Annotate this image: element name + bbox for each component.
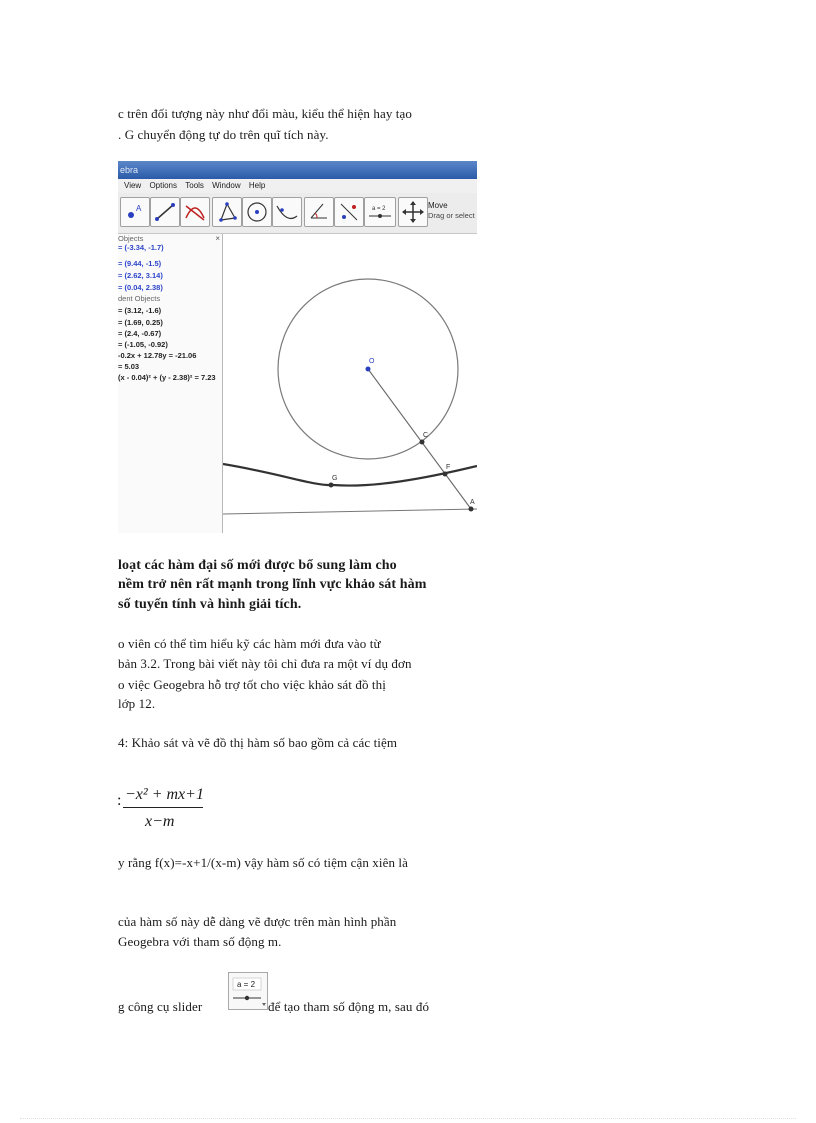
algebra-item[interactable]: = (-1.05, -0.92) [118,340,168,349]
page-bottom-rule [20,1118,796,1119]
menu-tools[interactable]: Tools [185,181,204,190]
doc-line-8: o việc Geogebra hỗ trợ tốt cho việc khảo sát đồ thị [118,677,386,692]
doc-line-6: o viên có thể tìm hiểu kỹ các hàm mới đưa vào từ [118,636,381,651]
move-tool-hint: Drag or select [428,211,475,220]
formula-denominator: x−m [145,813,175,830]
doc-line-10: 4: Khảo sát và vẽ đồ thị hàm số bao gồm cả các tiệm [118,735,398,750]
doc-line-2: . G chuyển động tự do trên quĩ tích này. [118,127,329,142]
doc-line-12: của hàm số này dễ dàng vẽ được trên màn hình phần [118,914,397,929]
doc-line-5: số tuyến tính và hình giải tích. [118,597,302,612]
point-tool-icon[interactable] [120,197,150,227]
menu-view[interactable]: View [124,181,142,190]
reflect-tool-icon[interactable] [334,197,364,227]
doc-line-11: y rằng f(x)=-x+1/(x-m) vậy hàm số có tiệm cận xiên là [118,855,408,870]
slider-tool-icon[interactable] [364,197,396,227]
menu-bar [118,179,477,193]
formula-prefix: : [117,792,122,809]
algebra-item[interactable]: = (3.12, -1.6) [118,306,162,315]
algebra-item[interactable]: = (0.04, 2.38) [118,283,163,292]
polygon-tool-icon[interactable] [212,197,242,227]
doc-line-13: Geogebra với tham số động m. [118,934,282,949]
algebra-item[interactable]: = (1.69, 0.25) [118,318,163,327]
label-center: O [369,358,375,365]
close-icon[interactable]: × [215,234,220,243]
label-f: F [446,464,451,471]
move-tool-label: Move [428,201,448,210]
algebra-dependent-header: dent Objects [118,294,161,303]
slider-icon-label: a = 2 [237,980,256,989]
algebra-item[interactable]: = (2.4, -0.67) [118,329,162,338]
algebra-item[interactable]: = (9.44, -1.5) [118,259,162,268]
bottom-line[interactable] [223,509,477,514]
menu-options[interactable]: Options [149,181,178,190]
window-title: ebra [118,161,477,179]
algebra-item[interactable]: = 5.03 [118,362,140,371]
geogebra-screenshot [118,161,477,533]
formula-numerator: −x² + mx+1 [125,786,204,803]
formula-fraction-bar [123,807,203,808]
label-g: G [332,475,338,482]
toolbar [118,193,477,234]
slider-icon [228,972,268,1010]
doc-line-9: lớp 12. [118,696,156,711]
label-a: A [470,499,475,506]
algebra-item[interactable]: (x - 0.04)² + (y - 2.38)² = 7.23 [118,373,216,382]
center-point[interactable] [366,367,371,372]
graphics-view[interactable] [223,234,477,533]
point-f[interactable] [443,472,448,477]
algebra-item[interactable]: = (-3.34, -1.7) [118,243,164,252]
line-tool-icon[interactable] [150,197,180,227]
menu-help[interactable]: Help [248,181,266,190]
doc-line-3: loạt các hàm đại số mới được bổ sung làm cho [118,558,397,573]
doc-line-14: g công cụ slider [118,999,203,1014]
doc-line-15: để tạo tham số động m, sau đó [268,999,430,1014]
point-g[interactable] [329,483,334,488]
graphics-drawing [223,234,477,533]
conic-tool-icon[interactable] [272,197,302,227]
move-tool-icon[interactable] [398,197,428,227]
point-a[interactable] [469,507,474,512]
svg-text:A: A [136,204,142,213]
label-c: C [423,432,429,439]
algebra-item[interactable]: -0.2x + 12.78y = -21.06 [118,351,197,360]
intersect-tool-icon[interactable] [180,197,210,227]
locus-curve[interactable] [223,464,477,486]
algebra-item[interactable]: = (2.62, 3.14) [118,271,163,280]
algebra-free-header: Objects [118,234,144,243]
point-c[interactable] [420,440,425,445]
angle-tool-icon[interactable] [304,197,334,227]
doc-line-7: bản 3.2. Trong bài viết này tôi chỉ đưa ra một ví dụ đơn [118,656,412,671]
doc-line-1: c trên đối tượng này như đổi màu, kiểu thể hiện hay tạo [118,106,412,121]
svg-text:a = 2: a = 2 [372,206,386,212]
menu-window[interactable]: Window [212,181,241,190]
doc-line-4: nềm trở nên rất mạnh trong lĩnh vực khảo sát hàm [118,577,427,592]
algebra-view [118,234,223,533]
circle-tool-icon[interactable] [242,197,272,227]
